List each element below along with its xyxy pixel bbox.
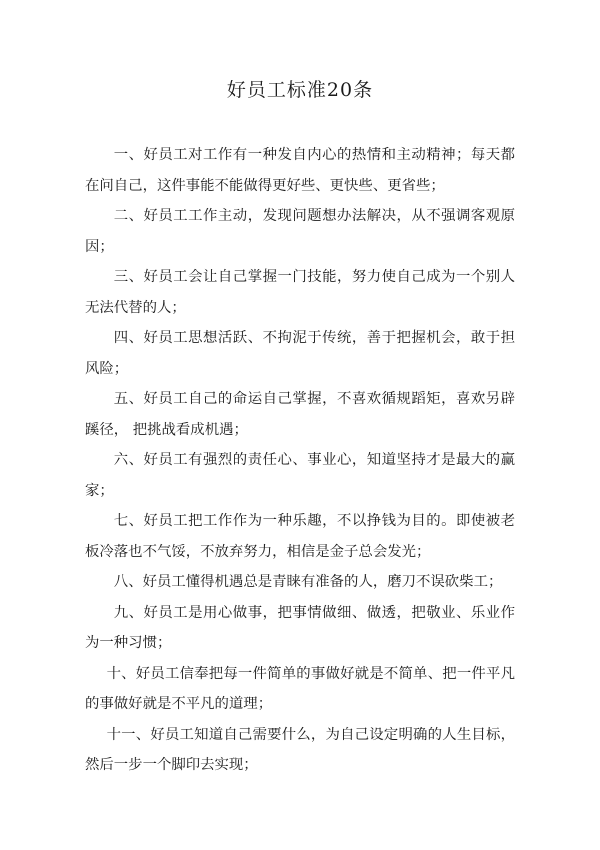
paragraph-5: 五、好员工自己的命运自己掌握，不喜欢循规蹈矩，喜欢另辟蹊径， 把挑战看成机遇； — [85, 391, 515, 438]
paragraph-10: 十、好员工信奉把每一件简单的事做好就是不简单、把一件平凡的事做好就是不平凡的道理； — [85, 665, 515, 712]
paragraph-4: 四、好员工思想活跃、不拘泥于传统，善于把握机会，敢于担风险； — [85, 330, 515, 377]
document-body — [85, 140, 515, 781]
paragraph-7: 七、好员工把工作作为一种乐趣，不以挣钱为目的。即使被老板冷落也不气馁，不放弃努力，相信是金子总会发光； — [85, 513, 515, 560]
paragraph-11: 十一、好员工知道自己需要什么，为自己设定明确的人生目标，然后一步一个脚印去实现； — [85, 726, 515, 773]
paragraph-6: 六、好员工有强烈的责任心、事业心，知道坚持才是最大的赢家； — [85, 452, 515, 499]
paragraph-2: 二、好员工工作主动，发现问题想办法解决，从不强调客观原因； — [85, 208, 515, 255]
paragraph-1: 一、好员工对工作有一种发自内心的热情和主动精神；每天都在问自己，这件事能不能做得更好些、更快些、更省些； — [85, 147, 515, 194]
paragraph-8: 八、好员工懂得机遇总是青睐有准备的人，磨刀不误砍柴工； — [113, 574, 503, 590]
paragraph-9: 九、好员工是用心做事，把事情做细、做透，把敬业、乐业作为一种习惯； — [85, 604, 515, 651]
page-title: 好员工标准20条 — [226, 79, 374, 101]
paragraph-3: 三、好员工会让自己掌握一门技能，努力使自己成为一个别人无法代替的人； — [85, 269, 515, 316]
